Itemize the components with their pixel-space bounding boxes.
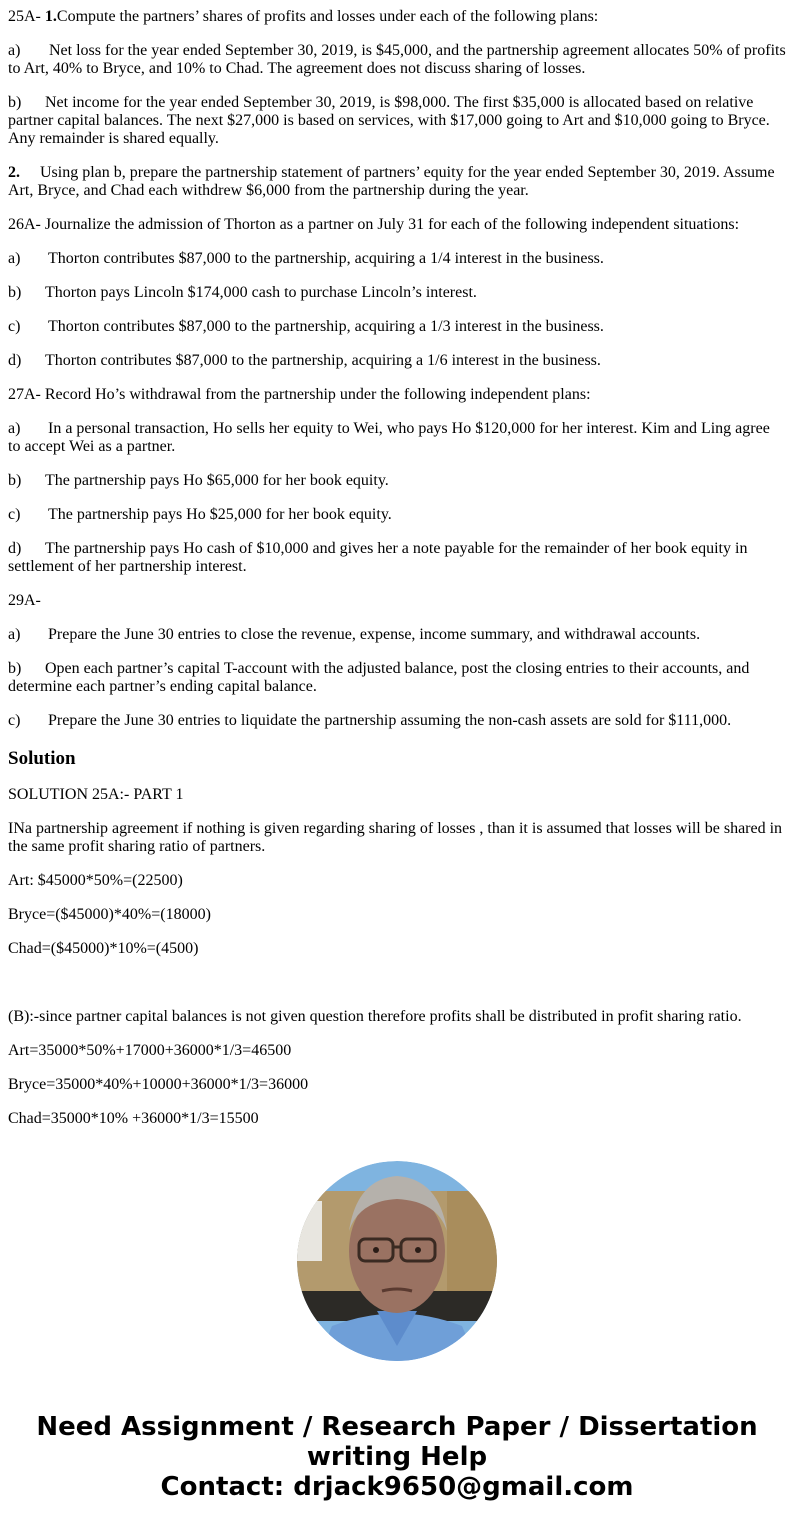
q26a-item-a xyxy=(8,250,786,268)
promo-banner xyxy=(0,1412,794,1502)
q27a-item-d xyxy=(8,540,786,576)
item-label: d) xyxy=(8,352,22,369)
item-text: The partnership pays Ho $65,000 for her book equity. xyxy=(45,472,389,489)
portrait-image xyxy=(297,1161,497,1361)
item-label: b) xyxy=(8,660,22,677)
q25a-part1-number: 1. xyxy=(44,8,57,25)
solution-art: Art: $45000*50%=(22500) xyxy=(8,872,183,889)
item-text: Net loss for the year ended September 30, 2019, is $45,000, and the partnership agreement allocates 50% of profits to Art, 40% to Bryce, and 10% to Chad. The agreement does not discuss sharing of losses. xyxy=(8,42,786,77)
q26a-intro: 26A- Journalize the admission of Thorton as a partner on July 31 for each of the following independent situations: xyxy=(8,216,740,233)
q29a-item-a xyxy=(8,626,786,644)
q29a-item-b xyxy=(8,660,786,696)
item-text: Thorton contributes $87,000 to the partnership, acquiring a 1/4 interest in the business. xyxy=(48,250,604,267)
item-label: c) xyxy=(8,712,21,729)
item-text: Prepare the June 30 entries to close the revenue, expense, income summary, and withdrawal accounts. xyxy=(48,626,701,643)
item-label: b) xyxy=(8,284,22,301)
solution-chad: Chad=($45000)*10%=(4500) xyxy=(8,940,199,957)
item-text: Thorton contributes $87,000 to the partnership, acquiring a 1/3 interest in the business. xyxy=(48,318,604,335)
promo-line-2: writing Help xyxy=(306,1442,488,1472)
solution-b-chad: Chad=35000*10% +36000*1/3=15500 xyxy=(8,1110,259,1127)
item-label: b) xyxy=(8,472,22,489)
solution-bryce: Bryce=($45000)*40%=(18000) xyxy=(8,906,211,923)
solution-b-bryce: Bryce=35000*40%+10000+36000*1/3=36000 xyxy=(8,1076,309,1093)
q29a-item-c xyxy=(8,712,786,730)
item-label: a) xyxy=(8,42,21,59)
item-text: The partnership pays Ho $25,000 for her book equity. xyxy=(48,506,392,523)
item-text: Open each partner’s capital T-account with the adjusted balance, post the closing entries to their accounts, and determine each partner’s ending capital balance. xyxy=(8,660,750,695)
q25a-intro-text: Compute the partners’ shares of profits and losses under each of the following plans: xyxy=(56,8,599,25)
q29a-intro: 29A- xyxy=(8,592,41,609)
item-label: a) xyxy=(8,420,21,437)
q26a-item-c xyxy=(8,318,786,336)
promo-line-1: Need Assignment / Research Paper / Dissertation xyxy=(36,1412,758,1442)
item-text: Thorton contributes $87,000 to the partnership, acquiring a 1/6 interest in the business. xyxy=(45,352,601,369)
item-text: Prepare the June 30 entries to liquidate the partnership assuming the non-cash assets are sold for $111,000. xyxy=(48,712,732,729)
item-label: d) xyxy=(8,540,22,557)
solution-heading: Solution xyxy=(8,748,76,769)
q25a-part2 xyxy=(8,164,786,200)
item-label: a) xyxy=(8,250,21,267)
q27a-item-b xyxy=(8,472,786,490)
promo-contact: Contact: drjack9650@gmail.com xyxy=(160,1472,634,1502)
solution-title: SOLUTION 25A:- PART 1 xyxy=(8,786,184,803)
item-label: a) xyxy=(8,626,21,643)
spacer xyxy=(8,974,786,992)
q27a-item-c xyxy=(8,506,786,524)
q26a-item-b xyxy=(8,284,786,302)
solution-b-explanation: (B):-since partner capital balances is not given question therefore profits shall be distributed in profit sharing ratio. xyxy=(8,1008,742,1025)
q25a-prefix: 25A- xyxy=(8,8,45,25)
q25a-intro xyxy=(8,8,786,26)
q25a-item-a xyxy=(8,42,786,78)
author-avatar xyxy=(297,1161,497,1361)
q27a-item-a xyxy=(8,420,786,456)
q25a-part2-text: Using plan b, prepare the partnership statement of partners’ equity for the year ended September 30, 2019. Assume Art, Bryce, and Chad each withdrew $6,000 from the partnership during the year. xyxy=(8,164,775,199)
q26a-item-d xyxy=(8,352,786,370)
item-label: c) xyxy=(8,506,21,523)
item-text: Thorton pays Lincoln $174,000 cash to purchase Lincoln’s interest. xyxy=(45,284,477,301)
q25a-part2-number: 2. xyxy=(8,164,20,181)
q27a-intro: 27A- Record Ho’s withdrawal from the partnership under the following independent plans: xyxy=(8,386,591,403)
item-text: In a personal transaction, Ho sells her equity to Wei, who pays Ho $120,000 for her interest. Kim and Ling agree to accept Wei as a partner. xyxy=(8,420,770,455)
q25a-item-b xyxy=(8,94,786,148)
solution-explanation: INa partnership agreement if nothing is given regarding sharing of losses , than it is assumed that losses will be shared in the same profit sharing ratio of partners. xyxy=(8,820,783,855)
document-body xyxy=(0,8,794,1128)
item-label: b) xyxy=(8,94,22,111)
solution-b-art: Art=35000*50%+17000+36000*1/3=46500 xyxy=(8,1042,292,1059)
item-label: c) xyxy=(8,318,21,335)
item-text: The partnership pays Ho cash of $10,000 and gives her a note payable for the remainder of her book equity in settlement of her partnership interest. xyxy=(8,540,748,575)
item-text: Net income for the year ended September 30, 2019, is $98,000. The first $35,000 is allocated based on relative partner capital balances. The next $27,000 is based on services, with $17,000 going to Art and $10,000 going to Bryce. Any remainder is shared equally. xyxy=(8,94,770,147)
